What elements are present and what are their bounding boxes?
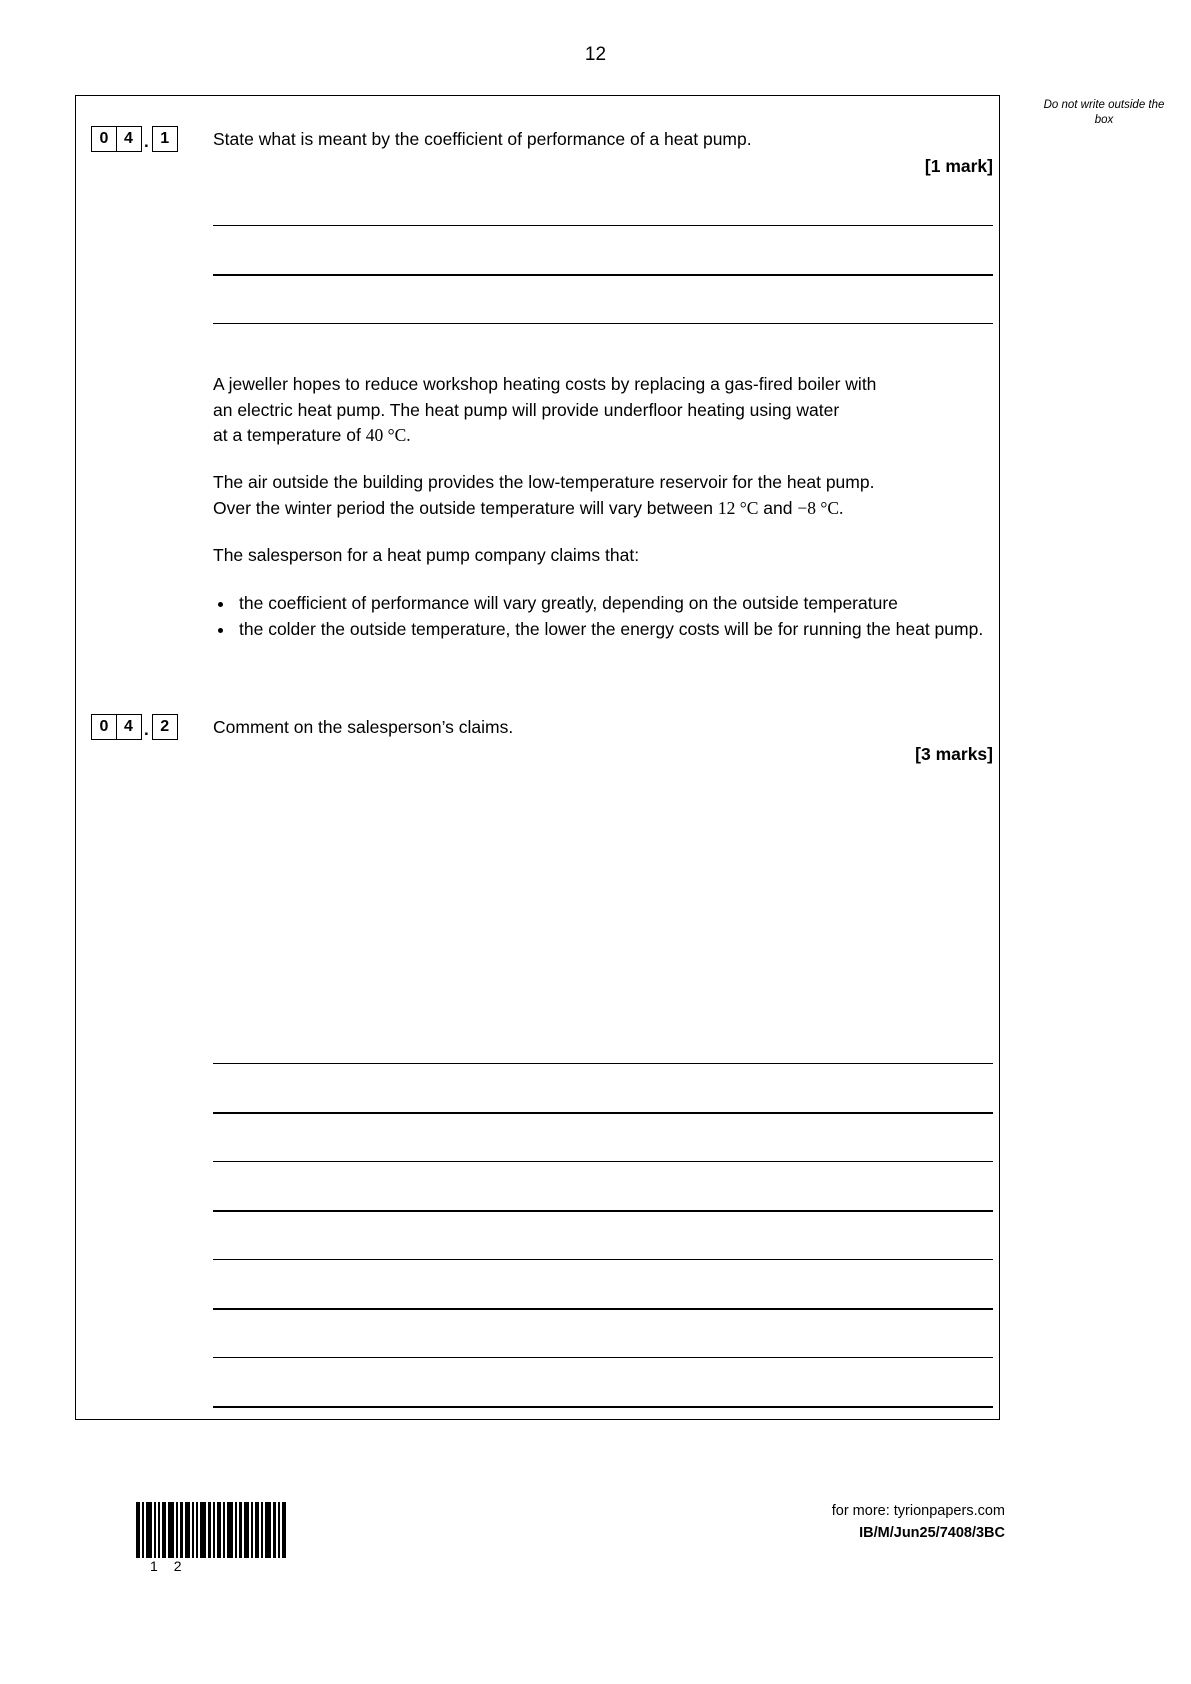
barcode-digit-left: 1 xyxy=(150,1558,174,1574)
question-04-1-marks: [1 mark] xyxy=(924,156,993,176)
answer-line[interactable] xyxy=(213,225,993,226)
qnum-digit: 2 xyxy=(152,714,178,740)
answer-line[interactable] xyxy=(213,1063,993,1064)
qnum-digit: 4 xyxy=(116,714,142,740)
stem-p2-temp-low: −8 °C. xyxy=(797,497,844,518)
barcode-digit-right: 2 xyxy=(173,1558,198,1574)
page-number: 12 xyxy=(584,44,607,65)
stem-paragraph-1 xyxy=(213,372,1003,449)
footer-right xyxy=(832,1500,1005,1545)
list-item: • the coefficient of performance will vary greatly, depending on the outside temperature xyxy=(235,591,1003,617)
barcode xyxy=(136,1502,288,1558)
stem-p2-line2 xyxy=(213,496,1003,522)
question-number-04-2 xyxy=(91,714,176,740)
stem-p1-line3 xyxy=(213,423,1003,449)
answer-line[interactable] xyxy=(213,1112,993,1114)
qnum-digit: 1 xyxy=(152,126,178,152)
barcode-digits xyxy=(150,1558,198,1574)
answer-line[interactable] xyxy=(213,1406,993,1408)
stem-p1-line1: A jeweller hopes to reduce workshop heating costs by replacing a gas-fired boiler with xyxy=(213,374,877,394)
footer-promo-text: for more: tyrionpapers.com xyxy=(831,1503,1005,1519)
paper-code: IB/M/Jun25/7408/3BC xyxy=(859,1525,1005,1542)
do-not-write-outside-box-note xyxy=(1039,98,1169,128)
list-item: • the colder the outside temperature, the lower the energy costs will be for running the heat pump. xyxy=(235,617,1003,643)
stem-p1-line2: an electric heat pump. The heat pump will provide underfloor heating using water xyxy=(213,399,840,420)
answer-line[interactable] xyxy=(213,1259,993,1260)
qnum-digit: 0 xyxy=(91,126,117,152)
stem-p1-line3-pre: at a temperature of xyxy=(213,425,366,445)
answer-line[interactable] xyxy=(213,1357,993,1358)
answer-line[interactable] xyxy=(213,274,993,276)
qnum-separator: . xyxy=(144,720,149,739)
answer-line[interactable] xyxy=(213,323,993,324)
do-not-write-text: Do not write outside the box xyxy=(1043,99,1165,127)
question-number-04-1 xyxy=(91,126,176,152)
answer-line[interactable] xyxy=(213,1308,993,1310)
stem-p1-temperature-value: 40 °C. xyxy=(365,425,411,445)
stem-paragraph-2 xyxy=(213,470,1003,521)
qnum-separator: . xyxy=(144,132,149,151)
stem-p2-line1: The air outside the building provides the low-temperature reservoir for the heat pump. xyxy=(213,472,875,492)
qnum-digit: 4 xyxy=(116,126,142,152)
answer-line[interactable] xyxy=(213,1161,993,1162)
qnum-digit: 0 xyxy=(91,714,117,740)
answer-line[interactable] xyxy=(213,1210,993,1212)
stem-p2-line2-mid: and xyxy=(758,497,798,518)
stem-p2-temp-high: 12 °C xyxy=(717,497,759,518)
stem-p2-line2-pre: Over the winter period the outside temperature will vary between xyxy=(213,497,718,518)
question-04-1-text: State what is meant by the coefficient of performance of a heat pump. xyxy=(213,129,752,149)
stem-paragraph-3: The salesperson for a heat pump company claims that: xyxy=(213,545,640,565)
question-04-2-text: Comment on the salesperson’s claims. xyxy=(213,717,514,737)
salesperson-claims-list xyxy=(213,591,1003,642)
question-04-2-marks: [3 marks] xyxy=(915,744,993,764)
